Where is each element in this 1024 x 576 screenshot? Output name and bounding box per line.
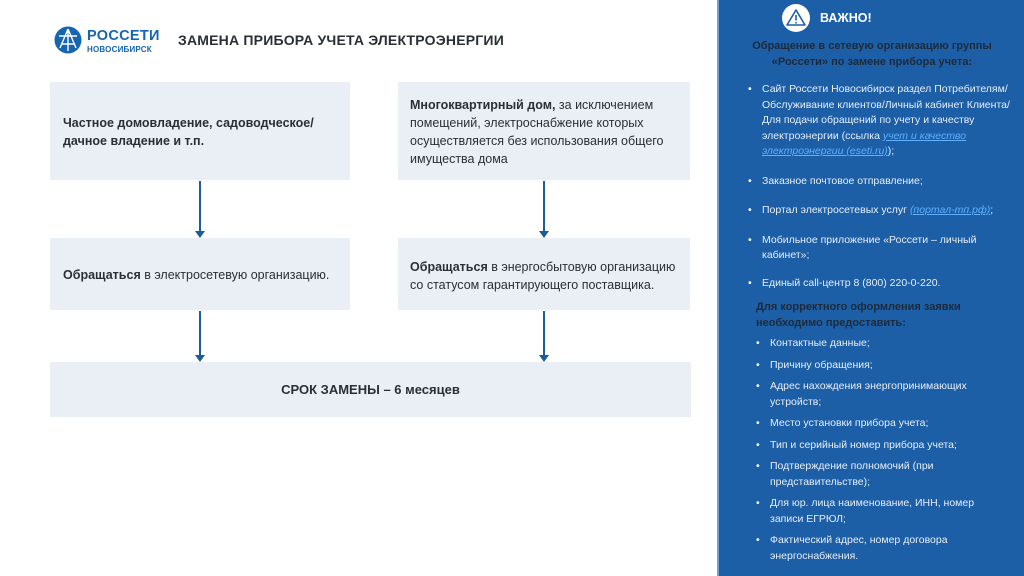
logo-wordmark: РОССЕТИ	[87, 28, 160, 44]
arrow-down-icon	[539, 181, 549, 238]
private-house-text: Частное домовладение, садоводческое/дачное владение и т.п.	[63, 116, 314, 148]
company-logo	[54, 26, 164, 56]
portal-method-text: Портал электросетевых услуг	[762, 204, 910, 216]
app-method-text: Мобильное приложение «Россети – личный кабинет»;	[762, 233, 977, 261]
contact-supplier-box	[398, 238, 690, 310]
warning-triangle-icon	[782, 4, 810, 32]
list-item: • Тип и серийный номер прибора учета;	[756, 438, 1006, 454]
contact-supplier-rest-text: в энергосбытовую организацию со статусом гарантирующего поставщика.	[410, 260, 676, 292]
site-link[interactable]: учет и качество электроэнергии (eseti.ru)	[762, 129, 967, 157]
list-item: • Для юр. лица наименование, ИНН, номер записи ЕГРЮЛ;	[756, 496, 1006, 527]
arrow-down-icon	[195, 181, 205, 238]
list-item	[748, 174, 1010, 190]
portal-method-tail: ;	[990, 204, 994, 216]
list-item: • Контактные данные;	[756, 336, 1006, 352]
logo-subtitle: НОВОСИБИРСК	[87, 45, 152, 54]
panel-edge	[717, 0, 719, 576]
page-title: ЗАМЕНА ПРИБОРА УЧЕТА ЭЛЕКТРОЭНЕРГИИ	[178, 32, 504, 48]
deadline-text: СРОК ЗАМЕНЫ – 6 месяцев	[281, 382, 460, 397]
deadline-box	[50, 362, 691, 417]
list-item: • Причину обращения;	[756, 358, 1006, 374]
contact-grid-bold-text: Обращаться	[63, 268, 141, 282]
portal-link[interactable]: (портал-тп.рф)	[909, 204, 991, 216]
private-house-box	[50, 82, 350, 180]
list-item	[748, 82, 1010, 160]
rosseti-logo-icon	[54, 26, 82, 54]
callcenter-method-text: Единый call-центр 8 (800) 220-0-220.	[762, 276, 941, 289]
site-method-text: Сайт Россети Новосибирск раздел Потребителям/Обслуживание клиентов/Личный кабинет Клиента/Для подачи обращений по учету и качеству электроэнергии (ссылка	[762, 83, 1010, 142]
requirements-list	[756, 336, 1006, 570]
panel-intro: Обращение в сетевую организацию группы «Россети» по замене прибора учета:	[752, 40, 992, 68]
apartment-bold-text: Многоквартирный дом,	[410, 98, 556, 112]
list-item: • Фактический адрес, номер договора энергоснабжения.	[756, 533, 1006, 564]
requirements-heading: Для корректного оформления заявки необходимо предоставить:	[756, 301, 961, 329]
contact-grid-org-box	[50, 238, 350, 310]
mail-method-text: Заказное почтовое отправление;	[762, 174, 923, 187]
contact-supplier-bold-text: Обращаться	[410, 260, 488, 274]
arrow-down-icon	[539, 311, 549, 362]
list-item: • Адрес нахождения энергопринимающих устройств;	[756, 379, 1006, 410]
apartment-rest-text: за исключением помещений, электроснабжение которых осуществляется без использования общего имущества дома	[410, 98, 664, 166]
apartment-building-box	[398, 82, 690, 180]
list-item: • Подтверждение полномочий (при представительстве);	[756, 459, 1006, 490]
list-item	[748, 203, 1010, 219]
list-item	[748, 233, 1010, 264]
site-method-tail: );	[887, 145, 895, 157]
arrow-down-icon	[195, 311, 205, 362]
warning-title: ВАЖНО!	[820, 11, 872, 25]
list-item: • Место установки прибора учета;	[756, 416, 1006, 432]
warning-badge	[782, 4, 810, 32]
list-item	[748, 276, 1010, 292]
contact-methods-list	[748, 82, 1010, 291]
contact-grid-rest-text: в электросетевую организацию.	[140, 268, 330, 282]
